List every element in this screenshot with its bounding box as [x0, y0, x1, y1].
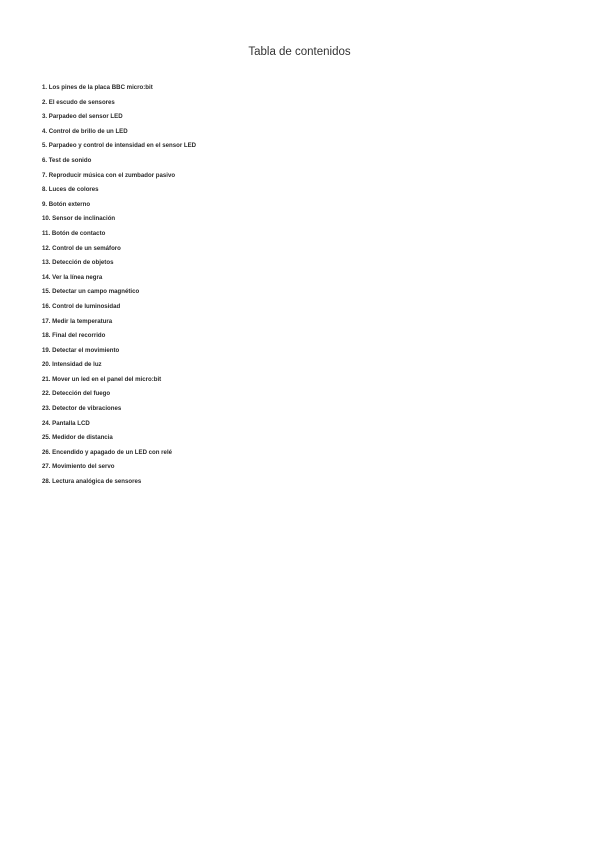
toc-entry-12[interactable]: 12. Control de un semáforo — [42, 244, 121, 252]
toc-entry-4[interactable]: 4. Control de brillo de un LED — [42, 127, 128, 135]
toc-entry-22[interactable]: 22. Detección del fuego — [42, 390, 111, 398]
toc-entry-18[interactable]: 18. Final del recorrido — [42, 332, 106, 340]
toc-entry-21[interactable]: 21. Mover un led en el panel del micro:bit — [42, 375, 162, 383]
toc-entry-25[interactable]: 25. Medidor de distancia — [42, 434, 113, 442]
toc-entry-23[interactable]: 23. Detector de vibraciones — [42, 405, 122, 413]
toc-entry-8[interactable]: 8. Luces de colores — [42, 186, 99, 194]
toc-entry-17[interactable]: 17. Medir la temperatura — [42, 317, 113, 325]
toc-entry-6[interactable]: 6. Test de sonido — [42, 156, 92, 164]
toc-entry-5[interactable]: 5. Parpadeo y control de intensidad en el sensor LED — [42, 142, 197, 150]
toc-entry-20[interactable]: 20. Intensidad de luz — [42, 361, 102, 369]
toc-entry-16[interactable]: 16. Control de luminosidad — [42, 302, 121, 310]
toc-entry-2[interactable]: 2. El escudo de sensores — [42, 98, 115, 106]
toc-entry-24[interactable]: 24. Pantalla LCD — [42, 419, 90, 427]
toc-entry-27[interactable]: 27. Movimiento del servo — [42, 463, 115, 471]
toc-entry-1[interactable]: 1. Los pines de la placa BBC micro:bit — [42, 84, 153, 91]
page-title: Tabla de contenidos — [248, 46, 351, 58]
toc-entry-9[interactable]: 9. Botón externo — [42, 200, 91, 208]
toc-entry-11[interactable]: 11. Botón de contacto — [42, 229, 106, 237]
toc-entry-26[interactable]: 26. Encendido y apagado de un LED con relé — [42, 448, 173, 456]
table-of-contents — [42, 83, 542, 492]
toc-entry-15[interactable]: 15. Detectar un campo magnético — [42, 288, 140, 296]
toc-entry-14[interactable]: 14. Ver la línea negra — [42, 273, 103, 281]
toc-entry-10[interactable]: 10. Sensor de inclinación — [42, 215, 116, 223]
toc-entry-28[interactable]: 28. Lectura analógica de sensores — [42, 478, 142, 486]
toc-entry-7[interactable]: 7. Reproducir música con el zumbador pasivo — [42, 171, 176, 179]
toc-entry-3[interactable]: 3. Parpadeo del sensor LED — [42, 113, 123, 121]
toc-entry-19[interactable]: 19. Detectar el movimiento — [42, 346, 120, 354]
toc-entry-13[interactable]: 13. Detección de objetos — [42, 259, 114, 267]
